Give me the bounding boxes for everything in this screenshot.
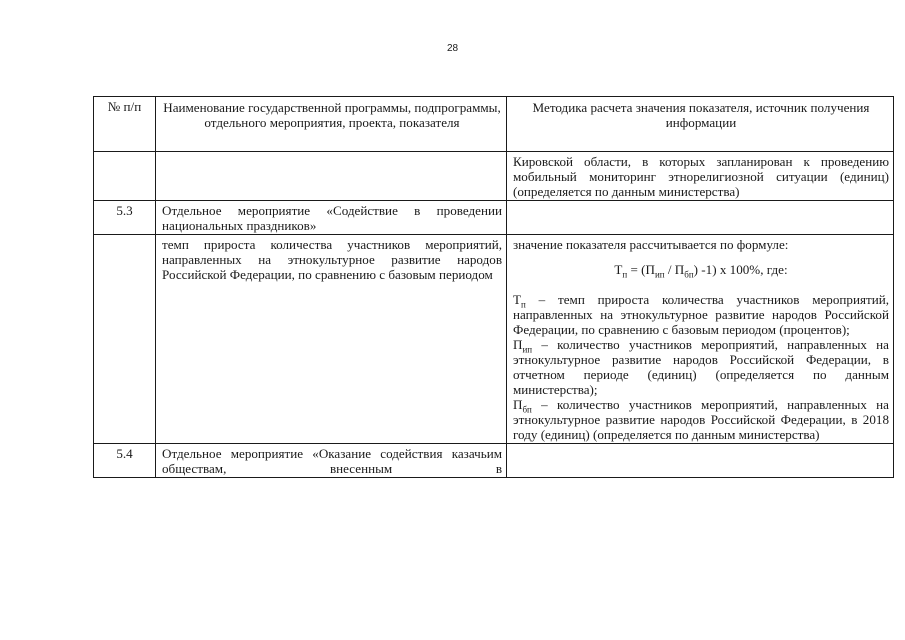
row-number (94, 152, 156, 201)
row-method: Кировской области, в которых запланирован к проведению мобильный мониторинг этнорелигиозной ситуации (единиц) (определяется по данным министерства) (507, 152, 894, 201)
row-name: Отдельное мероприятие «Содействие в проведении национальных праздников» (156, 201, 507, 235)
formula-lhs-sub: п (622, 269, 628, 280)
definition-text: – количество участников мероприятий, направленных на этнокультурное развитие народов Российской Федерации, в отчетном периоде (единиц) (определяется по данным министерства); (513, 337, 889, 397)
indicator-methodology-table (93, 96, 894, 478)
formula (513, 262, 889, 280)
table-row (94, 444, 894, 478)
formula-part: / П (664, 262, 685, 277)
definition-symbol: Т (513, 292, 521, 307)
row-name (156, 152, 507, 201)
row-number: 5.3 (94, 201, 156, 235)
formula-part: ) -1) х 100%, где: (693, 262, 788, 277)
formula-lhs: Т (614, 262, 623, 277)
definition-pbp (513, 397, 889, 442)
row-method (507, 201, 894, 235)
formula-sub-ip: ип (654, 269, 665, 280)
table-row (94, 201, 894, 235)
definition-symbol: П (513, 397, 523, 412)
definition-subscript: бп (522, 404, 532, 415)
definition-text: – количество участников мероприятий, направленных на этнокультурное развитие народов Российской Федерации, в 2018 году (единиц) (определяется по данным министерства) (513, 397, 889, 442)
definition-symbol: П (513, 337, 523, 352)
definition-subscript: п (521, 299, 526, 310)
header-method: Методика расчета значения показателя, источник получения информации (507, 97, 894, 152)
table-row (94, 235, 894, 444)
method-intro: значение показателя рассчитывается по формуле: (513, 237, 789, 252)
definition-tp (513, 292, 889, 337)
formula-sub-bp: бп (684, 269, 694, 280)
page-number: 28 (446, 43, 459, 54)
definition-text: – темп прироста количества участников мероприятий, направленных на этнокультурное развитие народов Российской Федерации, по сравнению с базовым периодом (процентов); (513, 292, 889, 337)
table-row (94, 152, 894, 201)
definition-pip (513, 337, 889, 397)
definition-subscript: ип (522, 344, 533, 355)
header-number: № п/п (94, 97, 156, 152)
row-method (507, 235, 894, 444)
header-name: Наименование государственной программы, подпрограммы, отдельного мероприятия, проекта, показателя (156, 97, 507, 152)
row-method (507, 444, 894, 478)
row-number (94, 235, 156, 444)
table-header-row (94, 97, 894, 152)
row-name: темп прироста количества участников мероприятий, направленных на этнокультурное развитие народов Российской Федерации, по сравнению с базовым периодом (156, 235, 507, 444)
row-number: 5.4 (94, 444, 156, 478)
row-name: Отдельное мероприятие «Оказание содействия казачьим обществам, внесенным в (156, 444, 507, 478)
formula-part: = (П (627, 262, 655, 277)
